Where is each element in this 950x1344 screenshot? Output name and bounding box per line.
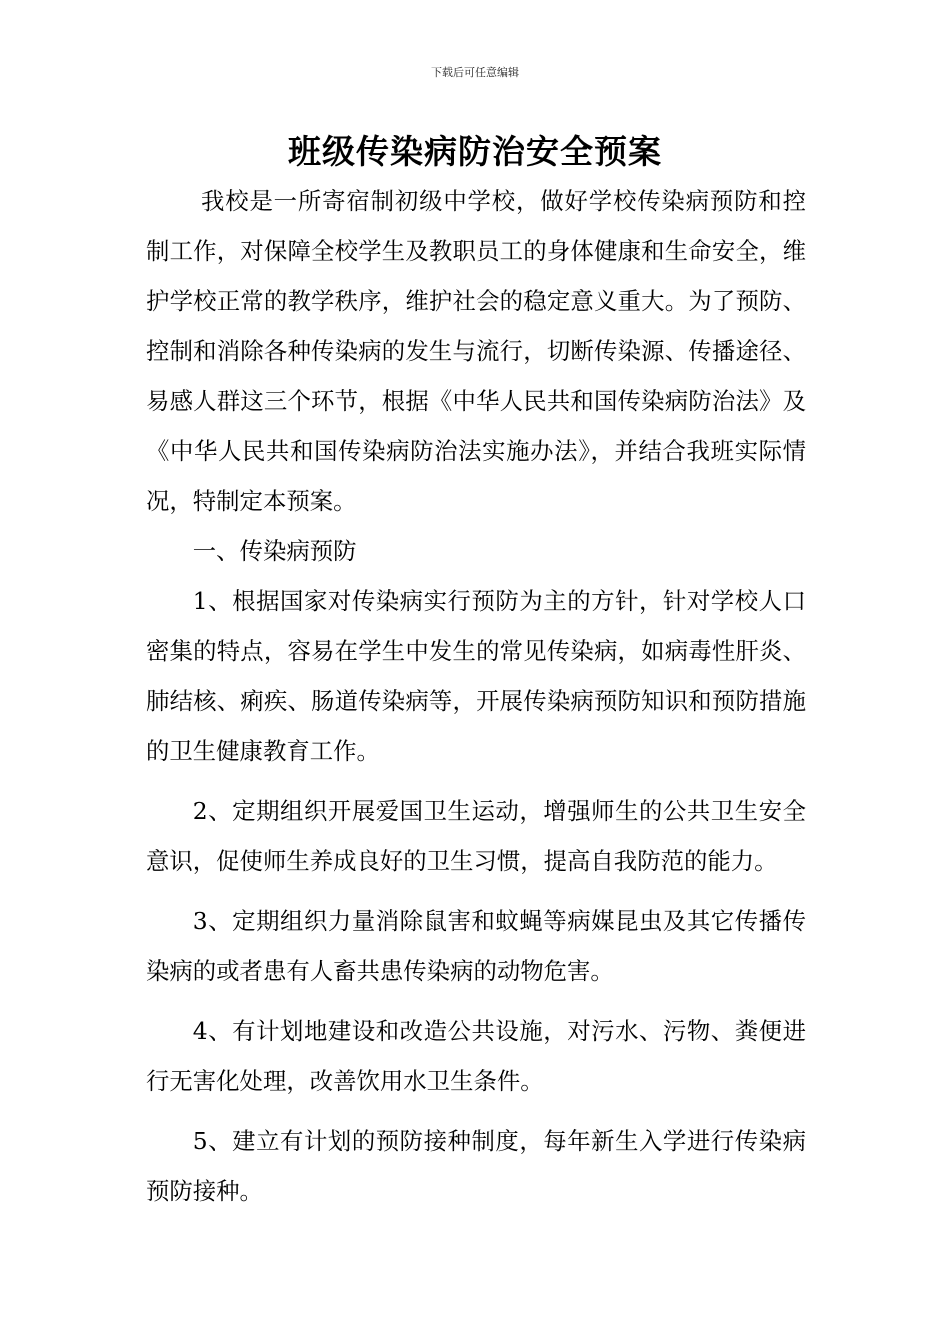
prevention-item-1: 1、根据国家对传染病实行预防为主的方针，针对学校人口密集的特点，容易在学生中发生的常见传染病，如病毒性肝炎、肺结核、痢疾、肠道传染病等，开展传染病预防知识和预防措施的卫生健康教育工作。 (146, 587, 806, 765)
section-heading-prevention: 一、传染病预防 (192, 537, 357, 565)
prevention-item-3: 3、定期组织力量消除鼠害和蚊蝇等病媒昆虫及其它传播传染病的或者患有人畜共患传染病的动物危害。 (146, 907, 806, 985)
prevention-item-4: 4、有计划地建设和改造公共设施，对污水、污物、粪便进行无害化处理，改善饮用水卫生条件。 (146, 1017, 806, 1095)
document-body (146, 176, 806, 1216)
prevention-item-5: 5、建立有计划的预防接种制度，每年新生入学进行传染病预防接种。 (146, 1127, 806, 1205)
intro-paragraph: 我校是一所寄宿制初级中学校，做好学校传染病预防和控制工作，对保障全校学生及教职员工的身体健康和生命安全，维护学校正常的教学秩序，维护社会的稳定意义重大。为了预防、控制和消除各种传染病的发生与流行，切断传染源、传播途径、易感人群这三个环节，根据《中华人民共和国传染病防治法》及《中华人民共和国传染病防治法实施办法》，并结合我班实际情况，特制定本预案。 (146, 187, 806, 515)
prevention-item-2: 2、定期组织开展爱国卫生运动，增强师生的公共卫生安全意识，促使师生养成良好的卫生习惯，提高自我防范的能力。 (146, 797, 806, 875)
document-title: 班级传染病防治安全预案 (288, 132, 662, 171)
header-note: 下载后可任意编辑 (431, 66, 519, 79)
